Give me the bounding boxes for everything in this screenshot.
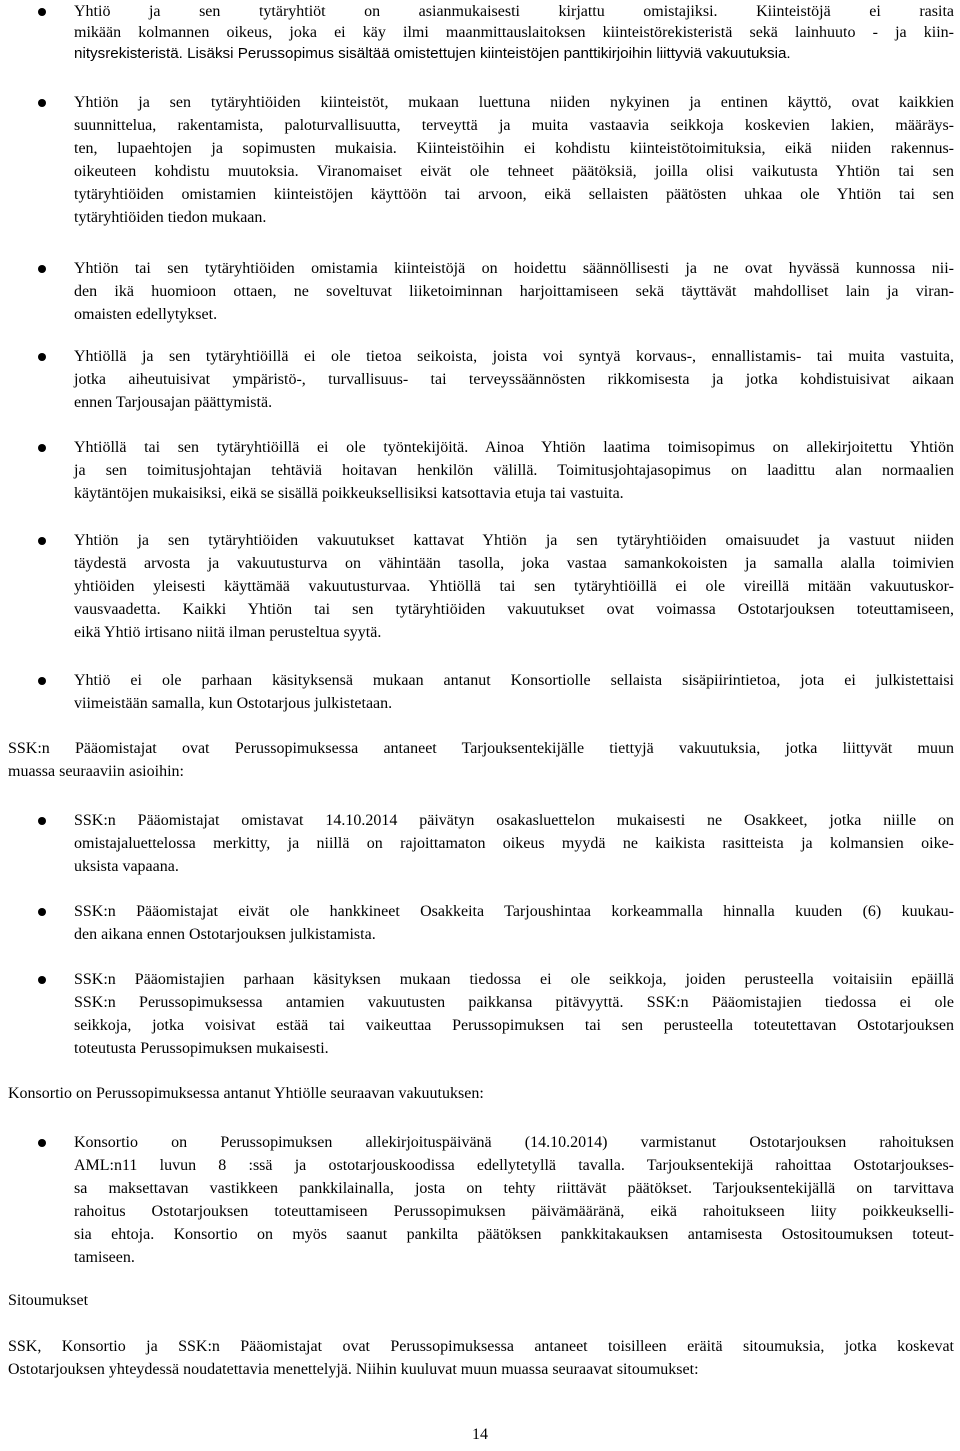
- paragraph-line: Yhtiö ja sen tytäryhtiöt on asianmukaisesti kirjattu omistajiksi. Kiinteistöjä ei rasita: [74, 3, 954, 20]
- paragraph-line: suunnittelua, rakentamista, paloturvallisuutta, terveyttä ja muita vastaavia seikkoja koskevien lakien, määräys-: [74, 117, 954, 134]
- paragraph-line: ja sen toimitusjohtajan tehtäviä hoitavan henkilön välillä. Toimitusjohtajasopimus on laadittu alan normaalien: [74, 462, 954, 479]
- paragraph-line: tytäryhtiöiden tiedon mukaan.: [74, 209, 267, 226]
- paragraph-line: den ikä huomioon ottaen, ne soveltuvat liiketoiminnan harjoittamiseen sekä täyttävät mahdolliset lain ja viran-: [74, 283, 954, 300]
- paragraph-line: tytäryhtiöiden omistamien kiinteistöjen käyttöön tai arvoon, eikä sellaisten päätösten uhkaa ole Yhtiön tai sen: [74, 186, 954, 203]
- paragraph-line: käytäntöjen mukaisiksi, eikä se sisällä poikkeuksellisiksi katsottavia etuja tai vastuita.: [74, 485, 624, 502]
- paragraph-line: muassa seuraaviin asioihin:: [8, 763, 184, 780]
- paragraph-line: SSK:n Perussopimuksessa antamien vakuutusten paikkansa pitävyyttä. SSK:n Pääomistajien tiedossa ei ole: [74, 994, 954, 1011]
- paragraph-line: Yhtiöllä ja sen tytäryhtiöillä ei ole tietoa seikoista, joista voi syntyä korvaus-, ennallistamis- tai muita vastuita,: [74, 348, 954, 365]
- paragraph-line: toteutusta Perussopimuksen mukaisesti.: [74, 1040, 329, 1057]
- paragraph-line: omaisten edellytykset.: [74, 306, 218, 323]
- bullet-marker: [38, 908, 46, 916]
- paragraph-line: mikään kolmannen oikeus, joka ei käy ilmi maanmittauslaitoksen kiinteistörekisteristä sekä lainhuuto - ja kiin-: [74, 24, 954, 41]
- bullet-marker: [38, 444, 46, 452]
- paragraph-line: vausvaadetta. Kaikki Yhtiön tai sen tytäryhtiöiden vakuutukset ovat voimassa Ostotarjouksen toteuttamiseen,: [74, 601, 954, 618]
- paragraph-line: omistajaluettelossa merkitty, ja niillä on rajoittamaton oikeus myydä ne kaikista rasitteista ja kolmansien oike-: [74, 835, 954, 852]
- paragraph-line: uksista vapaana.: [74, 858, 179, 875]
- paragraph-line: seikkoja, jotka voisivat estää tai vaikeuttaa Perussopimuksen tai sen perusteella toteutettavan Ostotarjouksen: [74, 1017, 954, 1034]
- paragraph-line: Konsortio on Perussopimuksessa antanut Yhtiölle seuraavan vakuutuksen:: [8, 1085, 484, 1102]
- paragraph-line: nitysrekisteristä. Lisäksi Perussopimus sisältää omistettujen kiinteistöjen panttikirjoihin liittyviä vakuutuksia.: [74, 45, 791, 62]
- paragraph-line: SSK, Konsortio ja SSK:n Pääomistajat ovat Perussopimuksessa antaneet toisilleen eräitä sitoumuksia, jotka koskevat: [8, 1338, 954, 1355]
- paragraph-line: SSK:n Pääomistajat omistavat 14.10.2014 päivätyn osakasluettelon mukaisesti ne Osakkeet, jotka niille on: [74, 812, 954, 829]
- section-heading: Sitoumukset: [8, 1292, 89, 1309]
- bullet-marker: [38, 353, 46, 361]
- paragraph-line: sia ehtoja. Konsortio on myös saanut pankilta päätöksen pankkitakauksen antamisesta Ostositoumuksen toteut-: [74, 1226, 954, 1243]
- paragraph-line: oikeuteen kohdistu muutoksia. Viranomaiset eivät ole tehneet päätöksiä, joilla olisi vaikutusta Yhtiön tai sen: [74, 163, 954, 180]
- paragraph-line: Ostotarjouksen yhteydessä noudatettavia menettelyjä. Niihin kuuluvat muun muassa seuraavat sitoumukset:: [8, 1361, 699, 1378]
- paragraph-line: Yhtiöllä tai sen tytäryhtiöillä ei ole työntekijöitä. Ainoa Yhtiön laatima toimisopimus on allekirjoitettu Yhtiön: [74, 439, 954, 456]
- paragraph-line: tamiseen.: [74, 1249, 135, 1266]
- paragraph-line: viimeistään samalla, kun Ostotarjous julkistetaan.: [74, 695, 393, 712]
- bullet-marker: [38, 99, 46, 107]
- paragraph-line: ten, lupaehtojen ja sopimusten mukaisia. Kiinteistöihin ei kohdistu kiinteistötoimituksia, eikä niiden rakennus-: [74, 140, 954, 157]
- paragraph-line: Yhtiön ja sen tytäryhtiöiden vakuutukset kattavat Yhtiön ja sen tytäryhtiöiden omaisuudet ja vastuut niiden: [74, 532, 954, 549]
- paragraph-line: AML:n11 luvun 8 :ssä ja ostotarjouskoodissa edellytetyllä tavalla. Tarjouksentekijä rahoittaa Ostotarjoukses-: [74, 1157, 954, 1174]
- paragraph-line: SSK:n Pääomistajat ovat Perussopimuksessa antaneet Tarjouksentekijälle tiettyjä vakuutuksia, jotka liittyvät muun: [8, 740, 954, 757]
- bullet-marker: [38, 265, 46, 273]
- paragraph-line: rahoitus Ostotarjouksen toteuttamiseen Perussopimuksen päivämääränä, eikä rahoitukseen liity poikkeukselli-: [74, 1203, 954, 1220]
- paragraph-line: yhtiöiden yleisesti käyttämää vakuutusturvaa. Yhtiöllä tai sen tytäryhtiöillä ei ole vireillä mitään vakuutuskor-: [74, 578, 954, 595]
- paragraph-line: Konsortio on Perussopimuksen allekirjoituspäivänä (14.10.2014) varmistanut Ostotarjouksen rahoituksen: [74, 1134, 954, 1151]
- bullet-marker: [38, 1139, 46, 1147]
- bullet-marker: [38, 8, 46, 16]
- paragraph-line: täydestä arvosta ja vakuutusturva on vähintään tasolla, joka vastaa samankokoisten ja samalla alalla toimivien: [74, 555, 954, 572]
- paragraph-line: eikä Yhtiö irtisano niitä ilman perusteltua syytä.: [74, 624, 382, 641]
- paragraph-line: ennen Tarjousajan päättymistä.: [74, 394, 273, 411]
- bullet-marker: [38, 677, 46, 685]
- bullet-marker: [38, 537, 46, 545]
- page-number: 14: [472, 1426, 488, 1443]
- paragraph-line: SSK:n Pääomistajien parhaan käsityksen mukaan tiedossa ei ole seikkoja, joiden perusteella voitaisiin epäillä: [74, 971, 954, 988]
- paragraph-line: Yhtiön tai sen tytäryhtiöiden omistamia kiinteistöjä on hoidettu säännöllisesti ja ne ovat hyvässä kunnossa nii-: [74, 260, 954, 277]
- paragraph-line: Yhtiö ei ole parhaan käsityksensä mukaan antanut Konsortiolle sellaista sisäpiirintietoa, jota ei julkistettaisi: [74, 672, 954, 689]
- bullet-marker: [38, 976, 46, 984]
- bullet-marker: [38, 817, 46, 825]
- paragraph-line: sa maksettavan vastikkeen pankkilainalla, josta on tehty riittävät päätökset. Tarjouksentekijällä on tarvittava: [74, 1180, 954, 1197]
- paragraph-line: jotka aiheutuisivat ympäristö-, turvallisuus- tai terveyssäännösten rikkomisesta ja jotka kohdistuisivat aikaan: [74, 371, 954, 388]
- paragraph-line: Yhtiön ja sen tytäryhtiöiden kiinteistöt, mukaan luettuna niiden nykyinen ja entinen käyttö, ovat kaikkien: [74, 94, 954, 111]
- paragraph-line: SSK:n Pääomistajat eivät ole hankkineet Osakkeita Tarjoushintaa korkeammalla hinnalla kuuden (6) kuukau-: [74, 903, 954, 920]
- paragraph-line: den aikana ennen Ostotarjouksen julkistamista.: [74, 926, 376, 943]
